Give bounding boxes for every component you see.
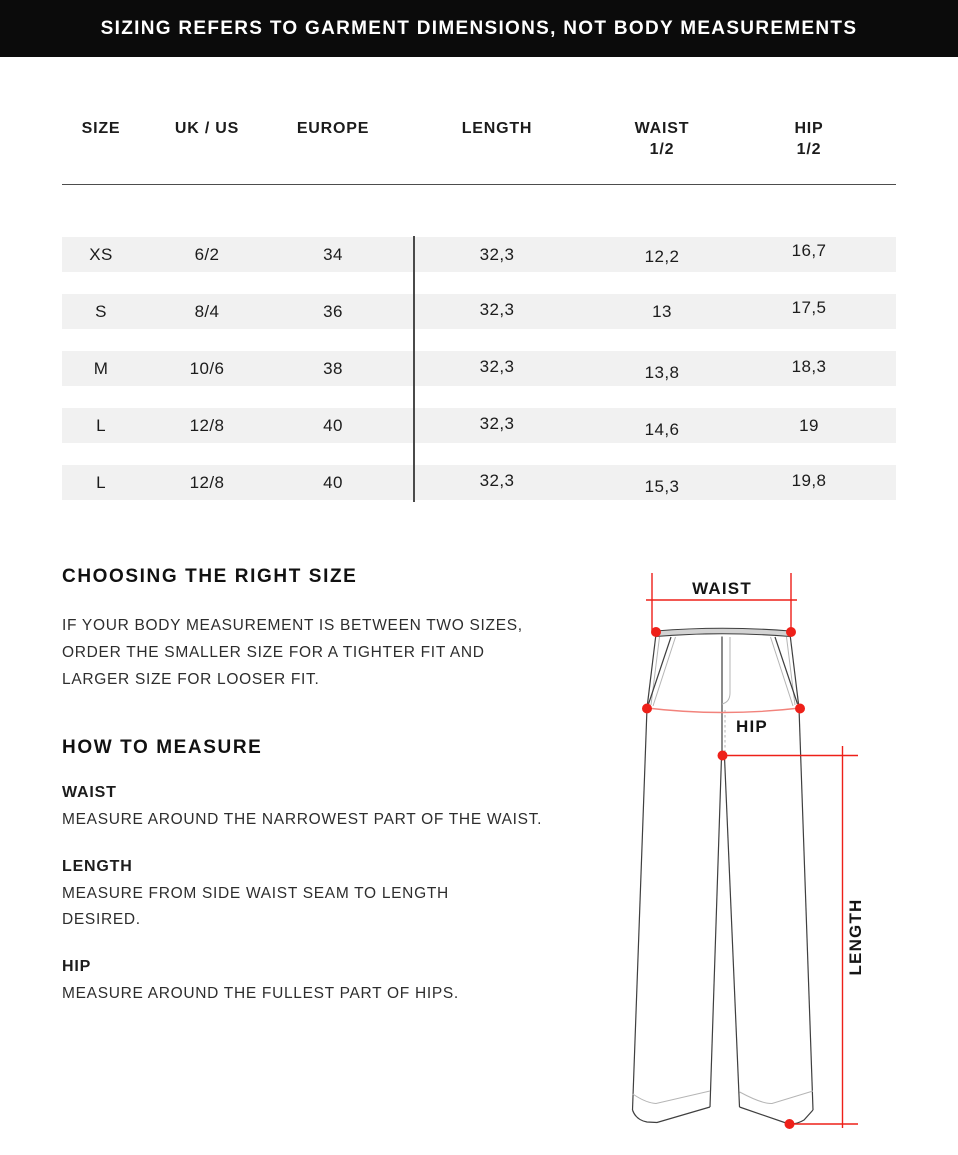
measure-item-length: LENGTH MEASURE FROM SIDE WAIST SEAM TO LENGTH DESIRED.	[62, 858, 449, 928]
measurement-overlay	[642, 573, 865, 1129]
measure-item-waist: WAIST MEASURE AROUND THE NARROWEST PART OF THE WAIST.	[62, 784, 543, 828]
choosing-size-title: CHOOSING THE RIGHT SIZE	[62, 566, 358, 587]
left-leg-inner-seam	[710, 757, 722, 1107]
left-side-seam-stitch	[651, 637, 660, 705]
right-hem	[740, 1107, 814, 1124]
left-cuff-line	[633, 1091, 710, 1104]
header-rule	[62, 184, 896, 185]
col-header-size: SIZE	[81, 120, 121, 137]
hip-measure-line	[647, 708, 800, 713]
waist-label: WAIST	[692, 579, 752, 598]
right-leg-outer-seam	[799, 708, 813, 1110]
size-table-rows	[62, 237, 896, 500]
table-row: S 8/4 36 32,3 13 17,5	[62, 294, 896, 329]
top-banner	[0, 0, 958, 57]
table-row: M 10/6 38 32,3 13,8 18,3	[62, 351, 896, 386]
pants-diagram	[600, 560, 920, 1155]
hip-label: HIP	[736, 717, 768, 736]
col-header-hip: HIP 1/2	[794, 120, 824, 158]
measure-item-hip: HIP MEASURE AROUND THE FULLEST PART OF HIPS.	[62, 958, 459, 1002]
right-side-seam-stitch	[787, 637, 796, 705]
left-hem	[633, 1107, 711, 1123]
how-to-measure-title: HOW TO MEASURE	[62, 737, 263, 758]
col-header-waist: WAIST 1/2	[634, 120, 690, 158]
table-row: XS 6/2 34 32,3 12,2 16,7	[62, 237, 896, 272]
table-row: L 12/8 40 32,3 14,6 19	[62, 408, 896, 443]
how-to-measure-section	[62, 737, 607, 1007]
length-label: LENGTH	[846, 898, 865, 976]
right-cuff-line	[740, 1091, 813, 1104]
right-pocket-stitch	[771, 637, 794, 706]
size-table	[62, 100, 896, 522]
col-header-europe: EUROPE	[296, 120, 370, 137]
fly-stitch	[722, 637, 730, 704]
choosing-size-paragraph: IF YOUR BODY MEASUREMENT IS BETWEEN TWO SIZES, ORDER THE SMALLER SIZE FOR A TIGHTER FIT AND LARGER SIZE FOR LOOSER FIT.	[62, 617, 523, 688]
hip-dot-left	[642, 704, 652, 714]
pants-drawing	[633, 628, 814, 1124]
size-table-header	[62, 100, 896, 160]
waist-dot-left	[651, 627, 661, 637]
col-header-ukus: UK / US	[174, 120, 240, 137]
waist-dot-right	[786, 627, 796, 637]
length-dot-bottom	[785, 1119, 795, 1129]
left-leg-outer-seam	[633, 708, 648, 1110]
pants-diagram-svg	[600, 560, 920, 1155]
left-pocket-stitch	[653, 637, 676, 706]
col-header-length: LENGTH	[461, 120, 533, 137]
right-leg-inner-seam	[725, 757, 740, 1107]
hip-dot-right	[795, 704, 805, 714]
table-row: L 12/8 40 32,3 15,3 19,8	[62, 465, 896, 500]
waistband	[656, 628, 790, 636]
info-column	[62, 566, 607, 1007]
banner-text: SIZING REFERS TO GARMENT DIMENSIONS, NOT BODY MEASUREMENTS	[100, 17, 858, 39]
